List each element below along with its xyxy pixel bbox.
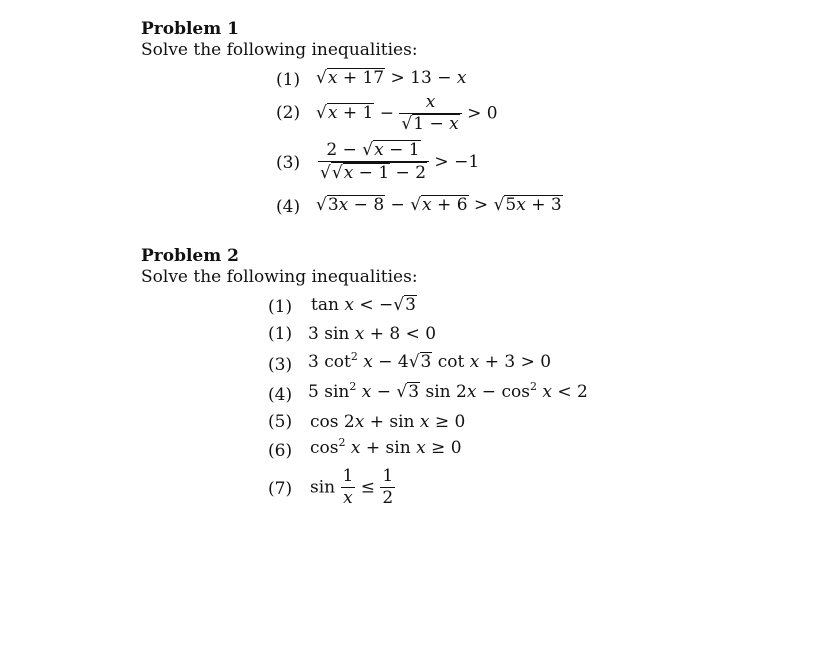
problem-1-intro: Solve the following inequalities: bbox=[141, 40, 418, 60]
problem-1-item-4-number: (4) bbox=[276, 197, 301, 217]
problem-2-title: Problem 2 bbox=[141, 246, 239, 266]
problem-2-item-7-number: (7) bbox=[268, 479, 293, 499]
problem-2-item-6-expression: $\cos^2 x + \sin x \ge 0$ bbox=[310, 436, 462, 458]
problem-2-intro: Solve the following inequalities: bbox=[141, 267, 418, 287]
problem-2-item-3-expression: 3 $\cot^2 x - 4√3$ cot x + 3 > 0 bbox=[308, 350, 552, 372]
problem-1-item-2-expression: √x + 1 − $\frac{x}{√1 - x}$ > 0 bbox=[316, 92, 498, 135]
problem-1-item-2-number: (2) bbox=[276, 103, 301, 123]
problem-2-item-5-number: (5) bbox=[268, 412, 293, 432]
problem-2-item-5-expression: cos 2x + sin x ≥ 0 bbox=[310, 412, 466, 432]
problem-2-item-2-expression: 3 sin x + 8 < 0 bbox=[308, 324, 437, 344]
problem-2-item-2-number: (1) bbox=[268, 324, 293, 344]
problem-2-item-4-number: (4) bbox=[268, 385, 293, 405]
problem-1-item-4-expression: √3x − 8 − √x + 6 > √5x + 3 bbox=[316, 195, 562, 215]
problem-2-item-1-number: (1) bbox=[268, 297, 293, 317]
problem-2-item-7-expression: sin $\frac{1}{x}$ ≤ $\frac{1}{2}$ bbox=[310, 466, 394, 509]
problem-2-item-1-expression: tan x < −√3 bbox=[311, 295, 416, 315]
problem-1-item-3-number: (3) bbox=[276, 153, 301, 173]
problem-1-item-1-number: (1) bbox=[276, 70, 301, 90]
problem-1-item-1-expression: √x + 17 > 13 − x bbox=[316, 68, 467, 88]
problem-2-item-6-number: (6) bbox=[268, 441, 293, 461]
problem-2-item-3-number: (3) bbox=[268, 355, 293, 375]
problem-1-title: Problem 1 bbox=[141, 19, 239, 39]
problem-1-item-3-expression: $\frac{2 - √x - 1}{√√x - 1 - 2}$ > −1 bbox=[320, 140, 480, 184]
problem-2-item-4-expression: 5 $\sin^2 x - √3$ $\sin 2x - \cos^2 x < 2$ bbox=[308, 380, 588, 402]
